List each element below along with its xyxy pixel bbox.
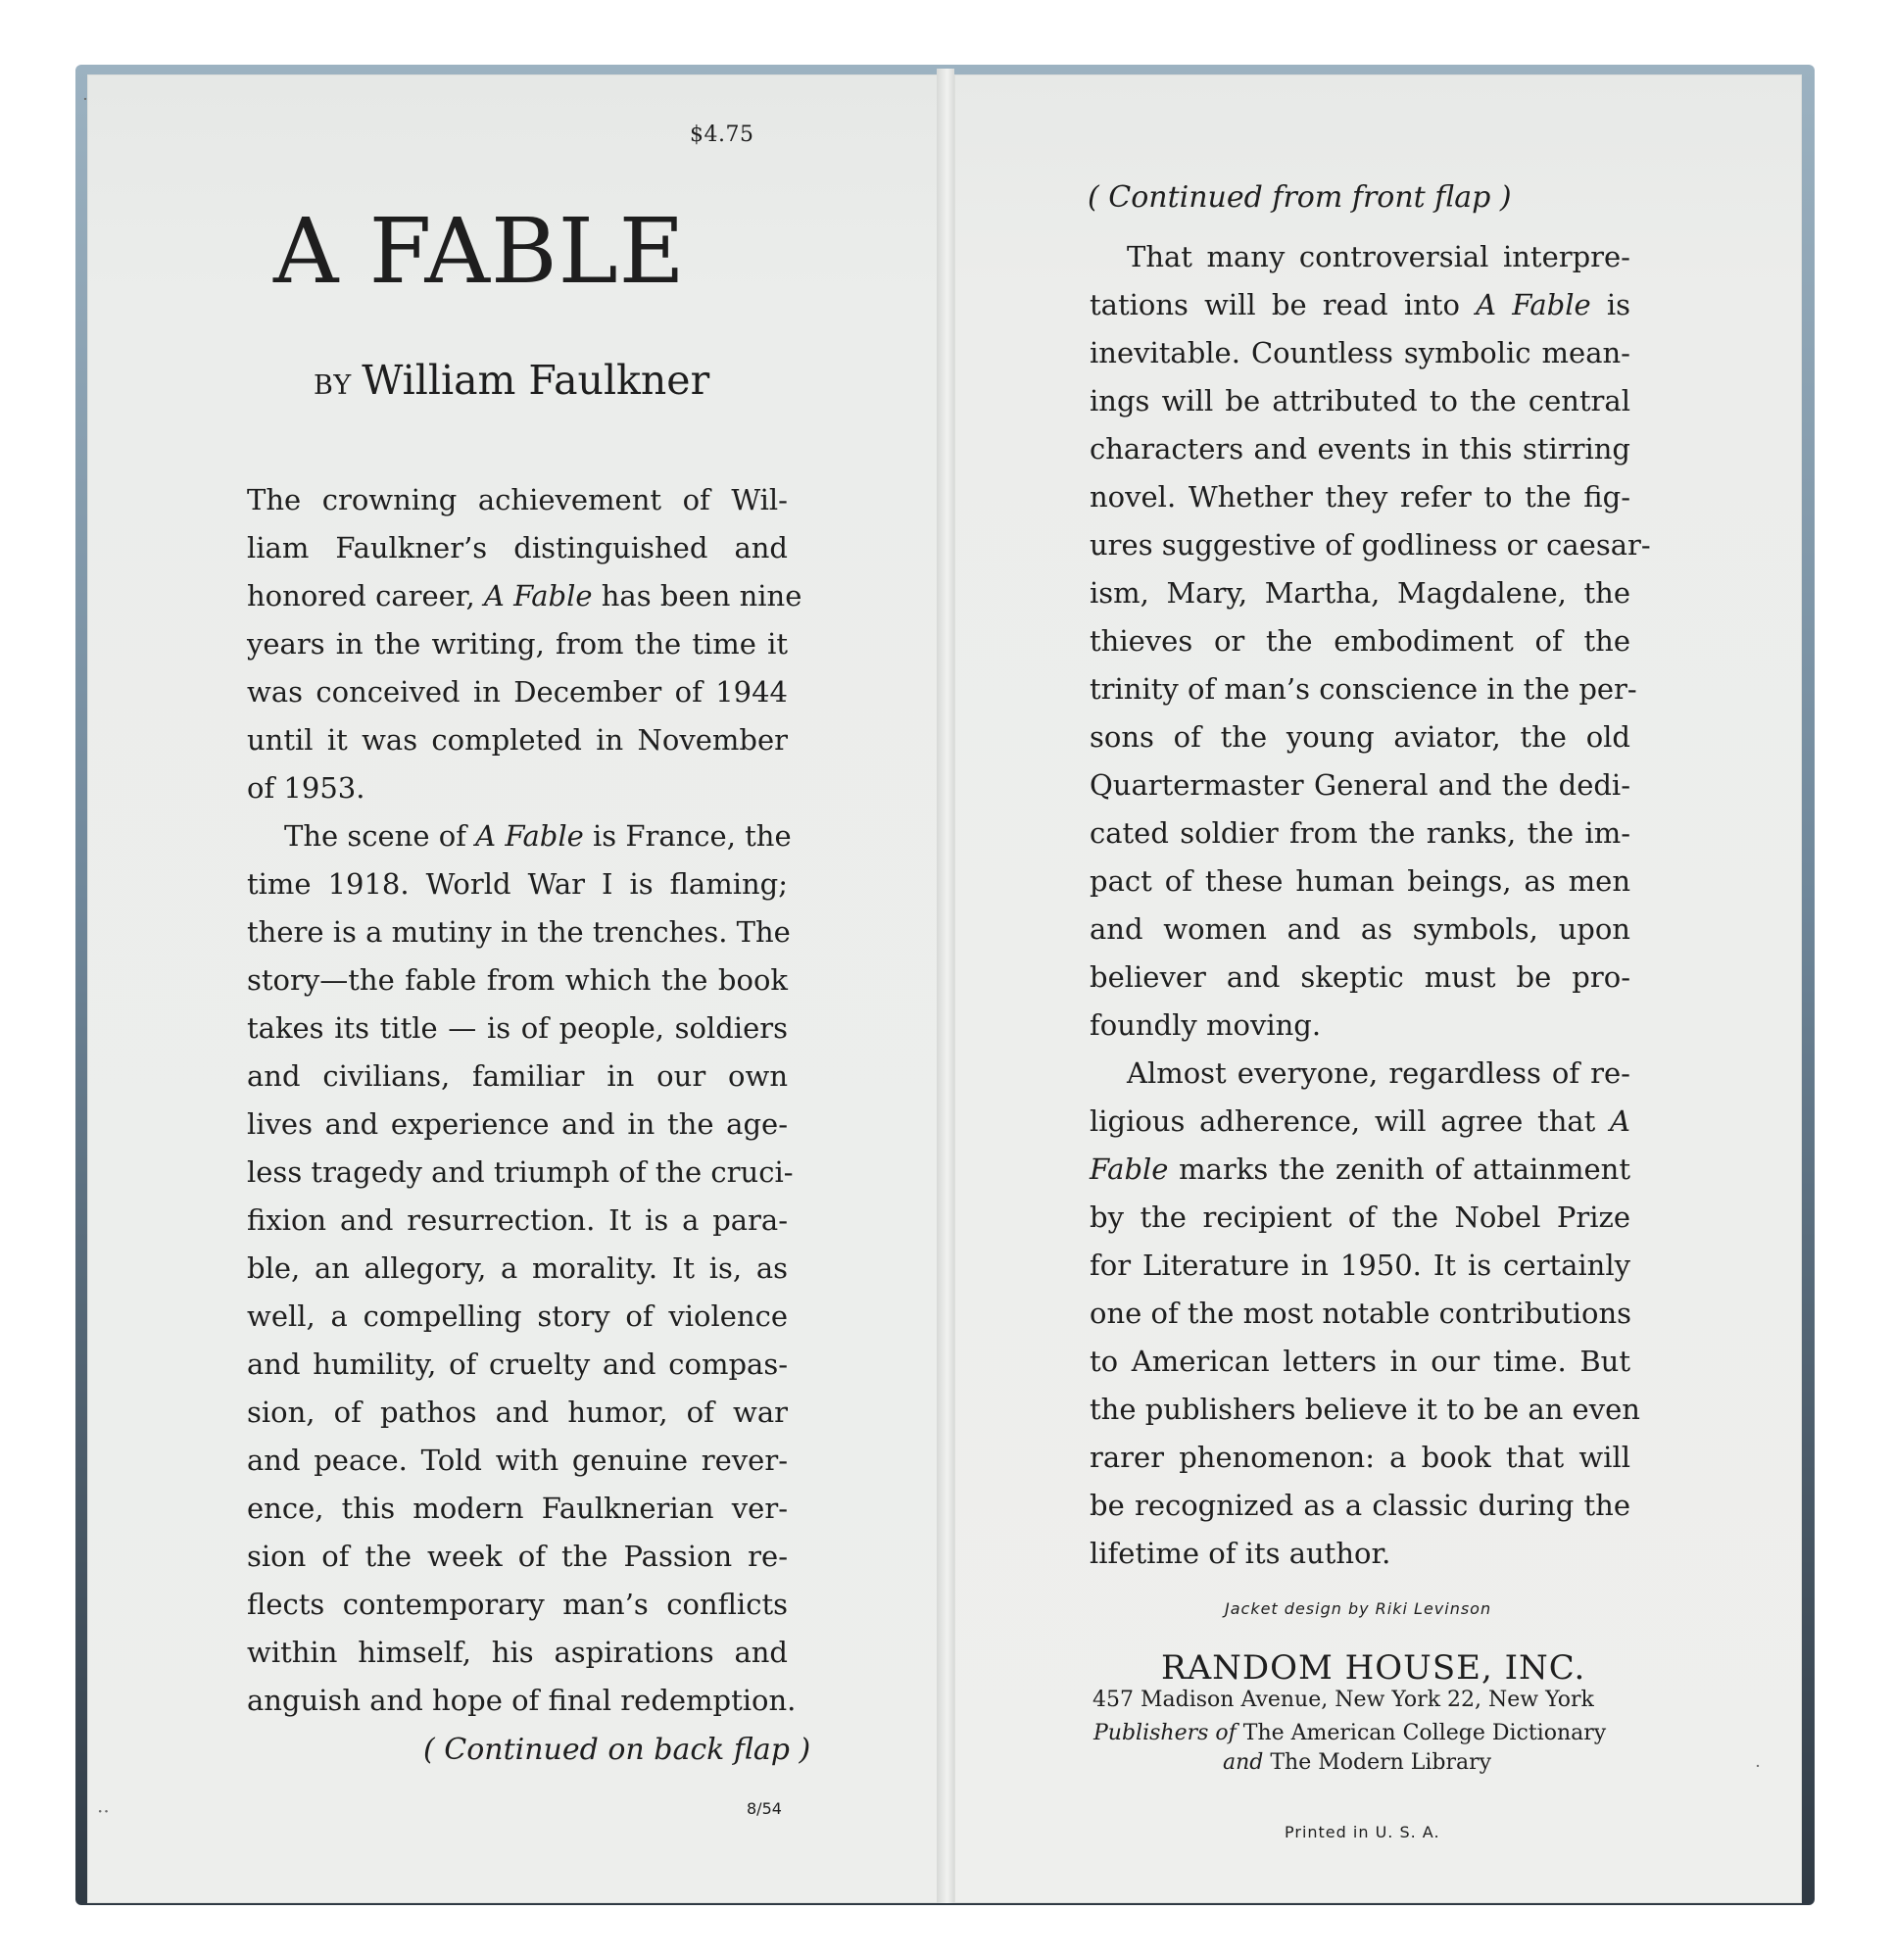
continued-from-front-flap-note: ( Continued from front flap ) [1088,180,1512,215]
front-paragraph-2-line-17: flects contemporary man’s conflicts [247,1588,788,1621]
price-label: $4.75 [690,122,754,147]
back-paragraph-1-line-17: foundly moving. [1090,1008,1322,1042]
front-paragraph-1-line-2: liam Faulkner’s distinguished and [247,531,788,564]
back-paragraph-1-line-5: characters and events in this stirring [1090,432,1630,466]
front-paragraph-2-line-9: fixion and resurrection. It is a para- [247,1203,788,1237]
front-paragraph-1-line-4: years in the writing, from the time it [247,627,788,661]
front-paragraph-2-line-12: and humility, of cruelty and compas- [247,1348,788,1381]
printed-in-usa: Printed in U. S. A. [1285,1823,1440,1841]
paper-speck: ·· [97,1799,110,1823]
front-paragraph-2-line-13: sion, of pathos and humor, of war [247,1396,788,1429]
front-paragraph-1-line-6: until it was completed in November [247,723,788,757]
back-paragraph-2-line-3: Fable marks the zenith of attainment [1090,1152,1630,1186]
back-paragraph-1-line-14: pact of these human beings, as men [1090,864,1630,898]
back-flap-copy [1090,233,1651,1578]
front-paragraph-2-line-15: ence, this modern Faulknerian ver- [247,1492,788,1525]
back-paragraph-2-line-10: be recognized as a classic during the [1090,1489,1630,1522]
front-paragraph-2-line-2: time 1918. World War I is flaming; [247,867,788,901]
jacket-design-credit: Jacket design by Riki Levinson [1225,1599,1492,1618]
back-paragraph-1-line-9: thieves or the embodiment of the [1090,624,1630,658]
back-paragraph-2-line-11: lifetime of its author. [1090,1537,1391,1570]
front-paragraph-2-line-5: takes its title — is of people, soldiers [247,1011,788,1045]
front-paragraph-2-line-11: well, a compelling story of violence [247,1299,788,1333]
back-paragraph-1-line-4: ings will be attributed to the central [1090,384,1630,417]
publisher-address: 457 Madison Avenue, New York 22, New York [1092,1688,1594,1712]
back-paragraph-1-line-12: Quartermaster General and the dedi- [1090,768,1630,802]
back-paragraph-1-line-8: ism, Mary, Martha, Magdalene, the [1090,576,1630,610]
flap-fold-edge [937,69,954,1903]
author-name: William Faulkner [362,357,710,404]
author-byline [314,357,735,404]
book-title: A FABLE [273,199,686,304]
back-paragraph-2-line-2: ligious adherence, will agree that A [1090,1104,1630,1138]
back-paragraph-1-line-6: novel. Whether they refer to the fig- [1090,480,1630,514]
back-paragraph-1-line-15: and women and as symbols, upon [1090,912,1630,946]
front-paragraph-1-line-1: The crowning achievement of Wil- [247,483,788,516]
back-paragraph-2-line-8: the publishers believe it to be an even [1090,1393,1640,1426]
front-paragraph-2-line-1: The scene of A Fable is France, the [284,819,792,853]
front-paragraph-2-line-7: lives and experience and in the age- [247,1107,788,1141]
continued-on-back-flap-note: ( Continued on back flap ) [423,1733,811,1767]
front-paragraph-2-line-8: less tragedy and triumph of the cruci- [247,1155,794,1189]
back-paragraph-1-line-1: That many controversial interpre- [1127,240,1630,273]
front-paragraph-1-line-7: of 1953. [247,771,365,805]
byline-prefix: BY [314,370,353,401]
modern-library-line: and The Modern Library [1223,1750,1492,1775]
front-paragraph-2-line-10: ble, an allegory, a morality. It is, as [247,1251,788,1285]
front-paragraph-2-line-3: there is a mutiny in the trenches. The [247,915,791,949]
front-paragraph-1-line-5: was conceived in December of 1944 [247,675,788,709]
paper-speck: ˙ [1753,1761,1763,1785]
publishers-of-line: Publishers of The American College Dictionary [1093,1721,1607,1745]
front-paragraph-2-line-4: story—the fable from which the book [247,963,788,997]
back-paragraph-2-line-7: to American letters in our time. But [1090,1345,1630,1378]
back-paragraph-1-line-13: cated soldier from the ranks, the im- [1090,816,1630,850]
back-paragraph-1-line-10: trinity of man’s conscience in the per- [1090,672,1637,706]
back-paragraph-1-line-7: ures suggestive of godliness or caesar- [1090,528,1651,562]
publisher-name: RANDOM HOUSE, INC. [1161,1648,1586,1688]
back-paragraph-2-line-9: rarer phenomenon: a book that will [1090,1441,1630,1474]
front-paragraph-2-line-14: and peace. Told with genuine rever- [247,1444,788,1477]
back-paragraph-1-line-2: tations will be read into A Fable is [1090,288,1630,321]
back-paragraph-2-line-6: one of the most notable contributions [1090,1297,1632,1330]
front-paragraph-1-line-3: honored career, A Fable has been nine [247,579,802,612]
front-paragraph-2-line-19: anguish and hope of final redemption. [247,1684,797,1717]
front-flap-copy [247,476,802,1725]
back-paragraph-2-line-5: for Literature in 1950. It is certainly [1090,1249,1630,1282]
back-paragraph-1-line-11: sons of the young aviator, the old [1090,720,1630,754]
back-paragraph-1-line-3: inevitable. Countless symbolic mean- [1090,336,1630,369]
front-paragraph-2-line-18: within himself, his aspirations and [247,1636,788,1669]
back-paragraph-2-line-1: Almost everyone, regardless of re- [1127,1056,1630,1090]
paper-speck: ˙ [80,94,90,118]
back-paragraph-2-line-4: by the recipient of the Nobel Prize [1090,1200,1630,1234]
front-paragraph-2-line-6: and civilians, familiar in our own [247,1059,788,1093]
back-paragraph-1-line-16: believer and skeptic must be pro- [1090,960,1630,994]
front-paragraph-2-line-16: sion of the week of the Passion re- [247,1540,788,1573]
print-date-code: 8/54 [747,1799,782,1818]
